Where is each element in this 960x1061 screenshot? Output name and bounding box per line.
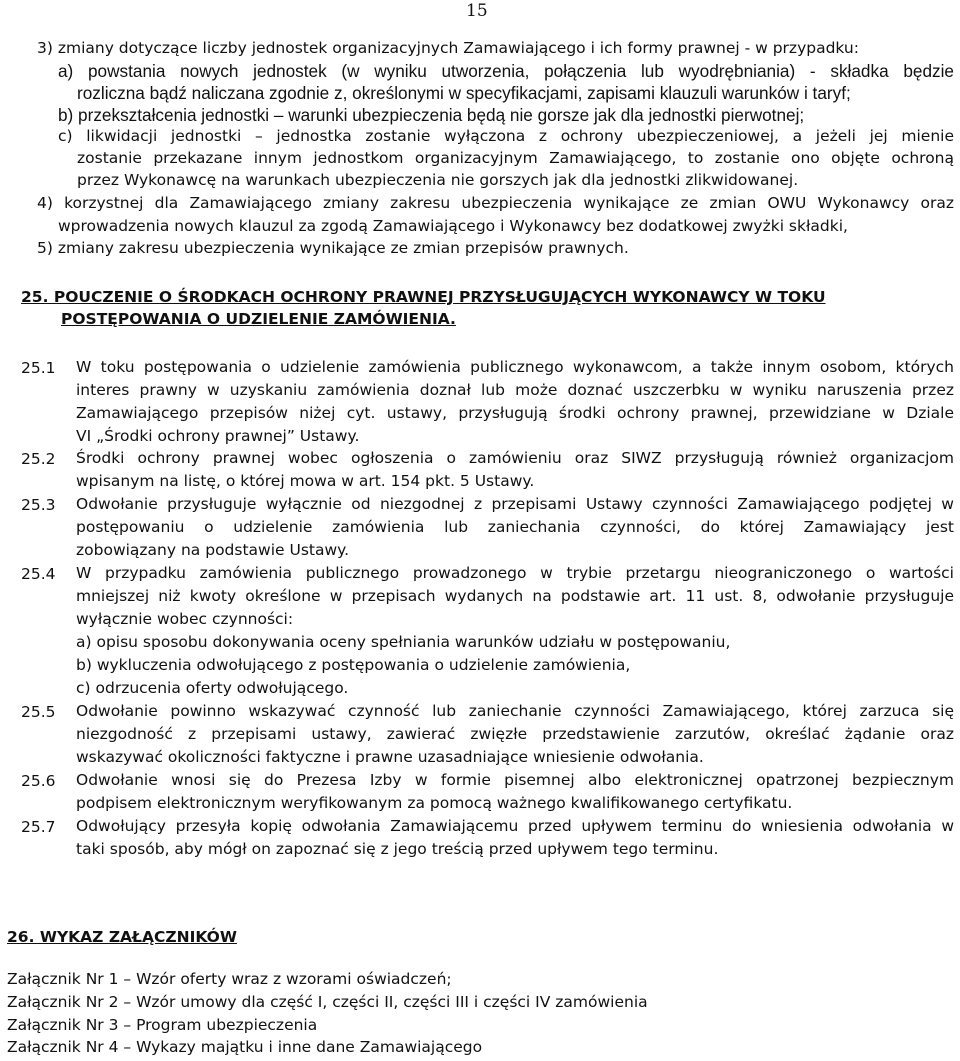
paragraph-25-3-line1: Odwołanie przysługuje wyłącznie od niezgodnej z przepisami Ustawy czynności Zamawiającego podjętej w [76,495,954,513]
paragraph-25-4-line1: W przypadku zamówienia publicznego prowadzonego w trybie przetargu nieograniczonego o wartości [76,564,954,582]
paragraph-25-1-line4: VI „Środki ochrony prawnej” Ustawy. [76,427,360,445]
paragraph-25-6-line2: podpisem elektronicznym weryfikowanym za pomocą ważnego kwalifikowanego certyfikatu. [76,794,793,812]
list-item-5: 5) zmiany zakresu ubezpieczenia wynikające ze zmian przepisów prawnych. [37,239,629,257]
paragraph-25-3-line3: zobowiązany na podstawie Ustawy. [76,541,350,559]
attachment-list-item: Załącznik Nr 1 – Wzór oferty wraz z wzorami oświadczeń; [7,970,452,988]
paragraph-number-25-5: 25.5 [21,703,56,721]
list-item-3: 3) zmiany dotyczące liczby jednostek organizacyjnych Zamawiającego i ich formy prawnej - w przypadku: [37,39,859,57]
paragraph-25-2-line2: wpisanym na listę, o której mowa w art. 154 pkt. 5 Ustawy. [76,472,535,490]
paragraph-25-4-line2: mniejszej niż kwoty określone w przepisach wydanych na podstawie art. 11 ust. 8, odwołanie przysługuje [76,587,954,605]
attachment-list-item: Załącznik Nr 3 – Program ubezpieczenia [7,1016,318,1034]
paragraph-25-7-line2: taki sposób, aby mógł on zapoznać się z jego treścią przed upływem tego terminu. [76,840,719,858]
list-item-3c-line1: c) likwidacji jednostki – jednostka zostanie wyłączona z ochrony ubezpieczeniowej, a jeżeli jej mienie [58,127,954,145]
list-item-3a-line2: rozliczna bądź naliczana zgodnie z, określonymi w specyfikacjami, zapisami klauzuli warunków i taryf; [77,83,851,103]
section-26-heading: 26. WYKAZ ZAŁĄCZNIKÓW [7,928,237,946]
paragraph-number-25-7: 25.7 [21,818,56,836]
section-25-heading-line1: 25. POUCZENIE O ŚRODKACH OCHRONY PRAWNEJ PRZYSŁUGUJĄCYCH WYKONAWCY W TOKU [21,288,826,306]
paragraph-number-25-4: 25.4 [21,565,56,583]
paragraph-25-1-line2: interes prawny w uzyskaniu zamówienia doznał lub może doznać uszczerbku w wyniku naruszenia przez [76,381,954,399]
paragraph-25-4-line3: wyłącznie wobec czynności: [76,610,294,628]
paragraph-25-3-line2: postępowaniu o udzielenie zamówienia lub zaniechania czynności, do której Zamawiający jest [76,518,954,536]
paragraph-25-4-item-c: c) odrzucenia oferty odwołującego. [76,679,349,697]
paragraph-25-5-line2: niezgodność z przepisami ustawy, zawierać zwięzłe przedstawienie zarzutów, określać żądanie oraz [76,725,954,743]
paragraph-25-1-line3: Zamawiającego przepisów niżej cyt. ustawy, przysługują środki ochrony prawnej, przewidziane w Dziale [76,404,954,422]
paragraph-25-4-item-b: b) wykluczenia odwołującego z postępowania o udzielenie zamówienia, [76,656,631,674]
paragraph-number-25-1: 25.1 [21,359,56,377]
paragraph-number-25-3: 25.3 [21,496,56,514]
paragraph-25-4-item-a: a) opisu sposobu dokonywania oceny spełniania warunków udziału w postępowaniu, [76,633,731,651]
paragraph-25-2-line1: Środki ochrony prawnej wobec ogłoszenia o zamówieniu oraz SIWZ przysługują również organizacjom [76,449,954,467]
page-number: 15 [466,1,488,21]
paragraph-25-6-line1: Odwołanie wnosi się do Prezesa Izby w formie pisemnej albo elektronicznej opatrzonej bezpiecznym [76,771,954,789]
paragraph-25-5-line3: wskazywać okoliczności faktyczne i prawne uzasadniające wniesienie odwołania. [76,748,704,766]
section-25-heading-line2: POSTĘPOWANIA O UDZIELENIE ZAMÓWIENIA. [61,310,456,328]
list-item-3a-line1: a) powstania nowych jednostek (w wyniku utworzenia, połączenia lub wyodrębniania) - składka będzie [58,61,954,81]
paragraph-25-1-line1: W toku postępowania o udzielenie zamówienia publicznego wykonawcom, a także innym osobom, których [76,358,954,376]
paragraph-number-25-2: 25.2 [21,450,56,468]
paragraph-number-25-6: 25.6 [21,772,56,790]
list-item-3b: b) przekształcenia jednostki – warunki ubezpieczenia będą nie gorsze jak dla jednostki pierwotnej; [58,105,805,125]
list-item-4-line2: wprowadzenia nowych klauzul za zgodą Zamawiającego i Wykonawcy bez dodatkowej zwyżki składki, [58,217,848,235]
attachment-list-item: Załącznik Nr 4 – Wykazy majątku i inne dane Zamawiającego [7,1038,483,1056]
list-item-3c-line2: zostanie przekazane innym jednostkom organizacyjnym Zamawiającego, to zostanie ono objęte ochroną [77,149,954,167]
list-item-4-line1: 4) korzystnej dla Zamawiającego zmiany zakresu ubezpieczenia wynikające ze zmian OWU Wykonawcy oraz [37,194,954,212]
attachment-list-item: Załącznik Nr 2 – Wzór umowy dla część I, części II, części III i części IV zamówienia [7,993,648,1011]
list-item-3c-line3: przez Wykonawcę na warunkach ubezpieczenia nie gorszych jak dla jednostki zlikwidowanej. [77,171,799,189]
paragraph-25-7-line1: Odwołujący przesyła kopię odwołania Zamawiającemu przed upływem terminu do wniesienia odwołania w [76,817,954,835]
paragraph-25-5-line1: Odwołanie powinno wskazywać czynność lub zaniechanie czynności Zamawiającego, której zarzuca się [76,702,954,720]
